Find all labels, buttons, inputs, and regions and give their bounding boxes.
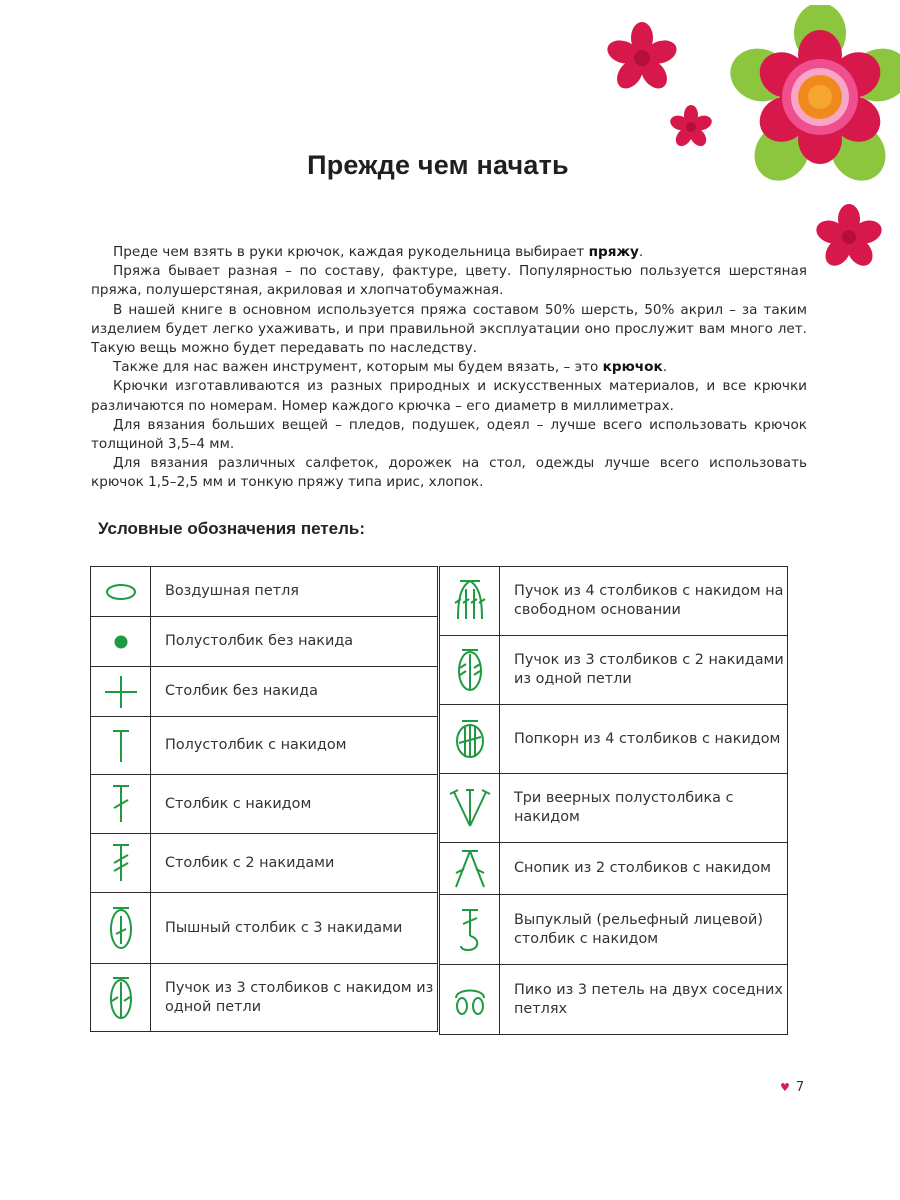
medium-crochet-flower-image — [604, 20, 680, 96]
legend-row — [440, 965, 788, 1035]
intro-paragraph: В нашей книге в основном используется пряжа составом 50% шерсть, 50% акрил – за таким изделием будет легко ухаживать, и при правильной эксплуатации оно прослужит вам много лет. Такую вещь можно будет передавать по наследству. — [91, 301, 807, 357]
legend-label: Полустолбик без накида — [151, 617, 438, 667]
legend-label: Столбик с 2 накидами — [151, 834, 438, 893]
decorative-flowers — [0, 0, 900, 280]
half-double-crochet-icon — [101, 726, 141, 766]
slip-stitch-icon — [101, 627, 141, 657]
legend-row — [440, 567, 788, 636]
double-crochet-icon — [101, 782, 141, 826]
legend-row — [91, 893, 438, 964]
legend-label: Столбик без накида — [151, 667, 438, 717]
cluster-3-tr-icon — [450, 646, 490, 694]
legend-label: Выпуклый (рельефный лицевой) столбик с накидом — [500, 895, 788, 965]
popcorn-icon — [450, 717, 490, 761]
intro-paragraph: Крючки изготавливаются из разных природных и искусственных материалов, и все крючки различаются по номерам. Номер каждого крючка – его диаметр в миллиметрах. — [91, 378, 807, 414]
page-number — [780, 1080, 804, 1095]
legend-table-right — [439, 566, 788, 1035]
single-crochet-icon — [101, 672, 141, 712]
legend-title: Условные обозначения петель: — [98, 519, 366, 538]
legend-label: Воздушная петля — [151, 567, 438, 617]
dc2tog-icon — [448, 847, 492, 891]
intro-paragraph: Пряжа бывает разная – по составу, фактуре, цвету. Популярностью пользуется шерстяная пряжа, полушерстяная, акриловая и хлопчатобумажная. — [91, 263, 807, 299]
heart-icon: ♥ — [780, 1081, 790, 1094]
legend-label: Пико из 3 петель на двух соседних петлях — [500, 965, 788, 1035]
legend-label: Пучок из 3 столбиков с накидом из одной петли — [151, 964, 438, 1032]
cluster-3-dc-icon — [101, 974, 141, 1022]
legend-row — [91, 834, 438, 893]
intro-paragraph: Также для нас важен инструмент, которым мы будем вязать, – это крючок. — [113, 359, 668, 376]
legend-row — [91, 964, 438, 1032]
cluster-4-dc-icon — [450, 577, 490, 625]
treble-crochet-icon — [101, 841, 141, 885]
puff-stitch-icon — [101, 904, 141, 952]
legend-label: Пучок из 3 столбиков с 2 накидами из одной петли — [500, 636, 788, 705]
legend-label: Пышный столбик с 3 накидами — [151, 893, 438, 964]
legend-label: Пучок из 4 столбиков с накидом на свободном основании — [500, 567, 788, 636]
legend-label: Полустолбик с накидом — [151, 717, 438, 775]
fan-3-hdc-icon — [448, 786, 492, 830]
intro-paragraph: Для вязания различных салфеток, дорожек на стол, одежды лучше всего использовать крючок 1,5–2,5 мм и тонкую пряжу типа ирис, хлопок. — [91, 455, 807, 491]
legend-table-left — [90, 566, 438, 1032]
legend-label: Столбик с накидом — [151, 775, 438, 834]
front-post-dc-icon — [450, 906, 490, 954]
legend-label: Попкорн из 4 столбиков с накидом — [500, 705, 788, 774]
legend-row — [91, 567, 438, 617]
legend-row — [91, 775, 438, 834]
small-crochet-flower-image — [668, 104, 714, 150]
legend-row — [91, 667, 438, 717]
page-title: Прежде чем начать — [307, 150, 569, 180]
legend-label: Три веерных полустолбика с накидом — [500, 774, 788, 843]
legend-row — [440, 774, 788, 843]
intro-text — [91, 243, 807, 493]
legend-label: Снопик из 2 столбиков с накидом — [500, 843, 788, 895]
legend-row — [440, 895, 788, 965]
side-crochet-flower-image — [812, 204, 886, 270]
page-number-value: 7 — [795, 1080, 805, 1095]
legend-row — [440, 636, 788, 705]
picot-icon — [448, 980, 492, 1020]
intro-paragraph: Для вязания больших вещей – пледов, подушек, одеял – лучше всего использовать крючок толщиной 3,5–4 мм. — [91, 416, 807, 453]
legend-row — [91, 717, 438, 775]
legend-row — [91, 617, 438, 667]
chain-stitch-icon — [101, 577, 141, 607]
legend-row — [440, 843, 788, 895]
legend-row — [440, 705, 788, 774]
intro-paragraph: Преде чем взять в руки крючок, каждая рукодельница выбирает пряжу. — [113, 244, 644, 260]
